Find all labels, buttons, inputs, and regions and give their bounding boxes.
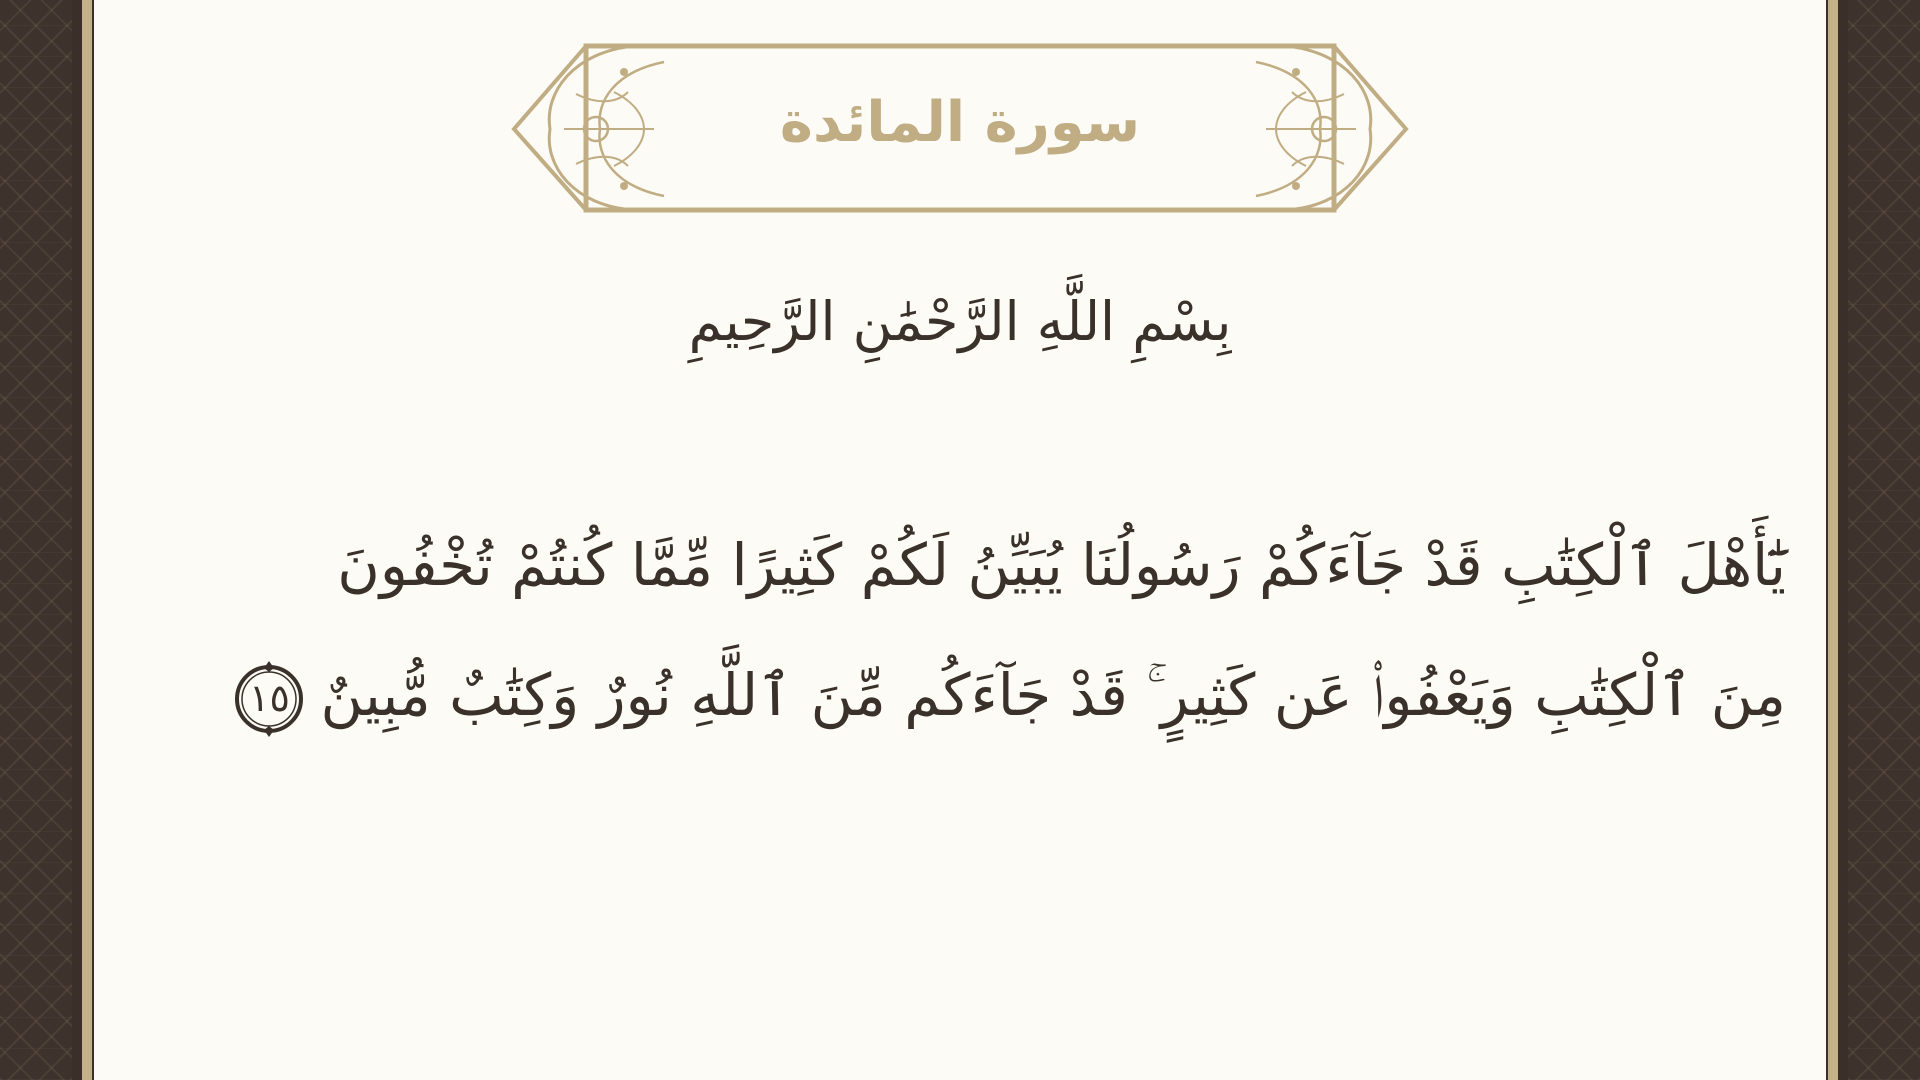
left-ornamental-border [0,0,72,1080]
left-gold-rule [82,0,92,1080]
verse-line-2: مِنَ ٱلْكِتَٰبِ وَيَعْفُوا۟ عَن كَثِيرٍ ۚ قَدْ جَآءَكُم مِّنَ ٱللَّهِ نُورٌ وَكِتَٰبٌ مُّبِينٌ [320,661,1786,729]
right-ornamental-border [1848,0,1920,1080]
verse-line-2-container [134,630,1786,760]
surah-header-cartouche [504,32,1416,226]
right-gold-rule [1828,0,1838,1080]
verse-text [134,500,1786,760]
verse-line-1: يَٰٓأَهْلَ ٱلْكِتَٰبِ قَدْ جَآءَكُمْ رَسُولُنَا يُبَيِّنُ لَكُمْ كَثِيرًا مِّمَّا كُنتُمْ تُخْفُونَ [337,531,1786,599]
ayah-number-marker [230,660,308,738]
surah-title: سورة المائدة [779,90,1141,155]
ayah-number: ١٥ [249,675,290,720]
basmala: بِسْمِ اللَّهِ الرَّحْمَٰنِ الرَّحِيمِ [688,290,1232,353]
page-area [94,0,1826,1080]
